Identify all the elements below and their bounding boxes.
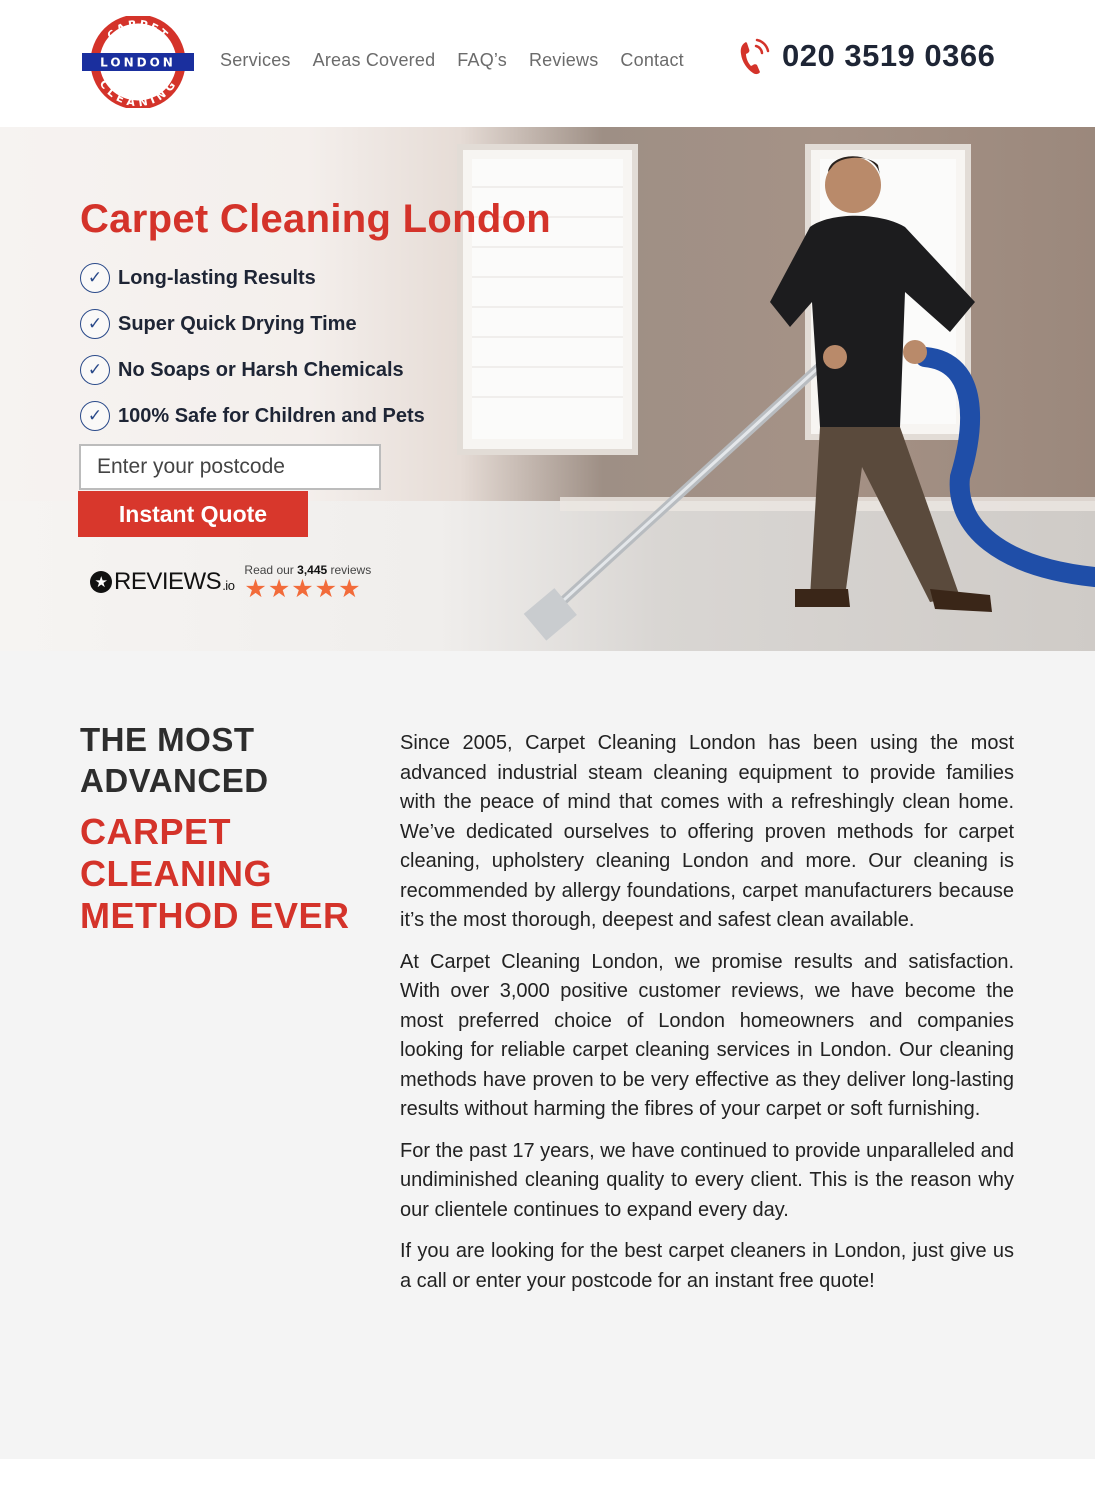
about-body (400, 729, 1014, 1308)
nav-services[interactable]: Services (220, 50, 291, 70)
feature-item (80, 393, 425, 439)
reviews-widget[interactable] (90, 563, 371, 601)
feature-list (80, 255, 425, 439)
about-paragraph: For the past 17 years, we have continued to provide unparalleled and undiminished cleaning quality to every client. This is the reason why our clientele continues to expand every day. (400, 1139, 1014, 1221)
phone-number[interactable]: 020 3519 0366 (782, 38, 996, 73)
checkmark-icon: ✓ (80, 401, 110, 431)
feature-item (80, 347, 425, 393)
checkmark-icon: ✓ (80, 263, 110, 293)
section-heading-bold (80, 811, 350, 937)
about-paragraph: If you are looking for the best carpet cleaners in London, just give us a call or enter your postcode for an instant free quote! (400, 1240, 1014, 1292)
nav-reviews[interactable]: Reviews (528, 50, 599, 70)
logo-bottom-text: CLEANING (96, 77, 180, 108)
heading-bold-line: CLEANING (80, 853, 272, 894)
heading-light-line: THE MOST (80, 721, 255, 758)
logo-band-text: LONDON (100, 55, 176, 70)
about-paragraph: At Carpet Cleaning London, we promise results and satisfaction. With over 3,000 positive customer reviews, we have become the most preferred choice of London homeowners and companies looking for reliable carpet cleaning services in London. Our cleaning methods have proven to be very effective as they deliver long-lasting results without harming the fibres of your carpet or soft furnishing. (400, 950, 1014, 1120)
feature-text: 100% Safe for Children and Pets (118, 404, 425, 427)
nav-areas-covered[interactable]: Areas Covered (312, 50, 436, 70)
rating-stars-icon: ★★★★★ (244, 575, 362, 603)
feature-text: No Soaps or Harsh Chemicals (118, 358, 404, 381)
site-header (0, 0, 1095, 127)
section-heading-light (80, 719, 269, 801)
reviews-read-suffix: reviews (330, 563, 372, 577)
phone-link[interactable] (738, 36, 995, 76)
nav-faqs[interactable]: FAQ’s (457, 50, 507, 70)
reviews-read-prefix: Read our (244, 563, 294, 577)
about-paragraph: Since 2005, Carpet Cleaning London has been using the most advanced industrial steam cleaning equipment to provide families with the peace of mind that comes with a refreshingly clean home. We’ve dedicated ourselves to offering proven methods for carpet cleaning, upholstery cleaning London and more. Our cleaning is recommended by allergy foundations, carpet manufacturers because it’s the most thorough, deepest and safest clean available. (400, 732, 1014, 931)
star-icon: ★ (90, 571, 112, 593)
about-section (0, 651, 1095, 1459)
postcode-input[interactable] (79, 444, 381, 490)
nav-contact[interactable]: Contact (620, 50, 684, 70)
heading-bold-line: METHOD EVER (80, 895, 350, 936)
hero-section (0, 127, 1095, 651)
heading-bold-line: CARPET (80, 811, 232, 852)
instant-quote-button[interactable]: Instant Quote (78, 491, 308, 537)
feature-text: Super Quick Drying Time (118, 312, 357, 335)
checkmark-icon: ✓ (80, 309, 110, 339)
reviews-brand-suffix: .io (222, 577, 235, 593)
reviews-count: 3,445 (297, 563, 328, 577)
feature-text: Long-lasting Results (118, 266, 316, 289)
heading-light-line: ADVANCED (80, 762, 269, 799)
reviews-io-logo (90, 568, 234, 596)
logo-top-text: CARPET (104, 17, 172, 43)
feature-item (80, 301, 425, 347)
main-nav (220, 50, 684, 71)
feature-item (80, 255, 425, 301)
checkmark-icon: ✓ (80, 355, 110, 385)
phone-icon (738, 36, 770, 76)
page-bottom-strip (0, 1459, 1095, 1500)
company-logo[interactable] (82, 16, 194, 108)
reviews-brand: REVIEWS (114, 568, 222, 595)
hero-title: Carpet Cleaning London (80, 197, 552, 241)
